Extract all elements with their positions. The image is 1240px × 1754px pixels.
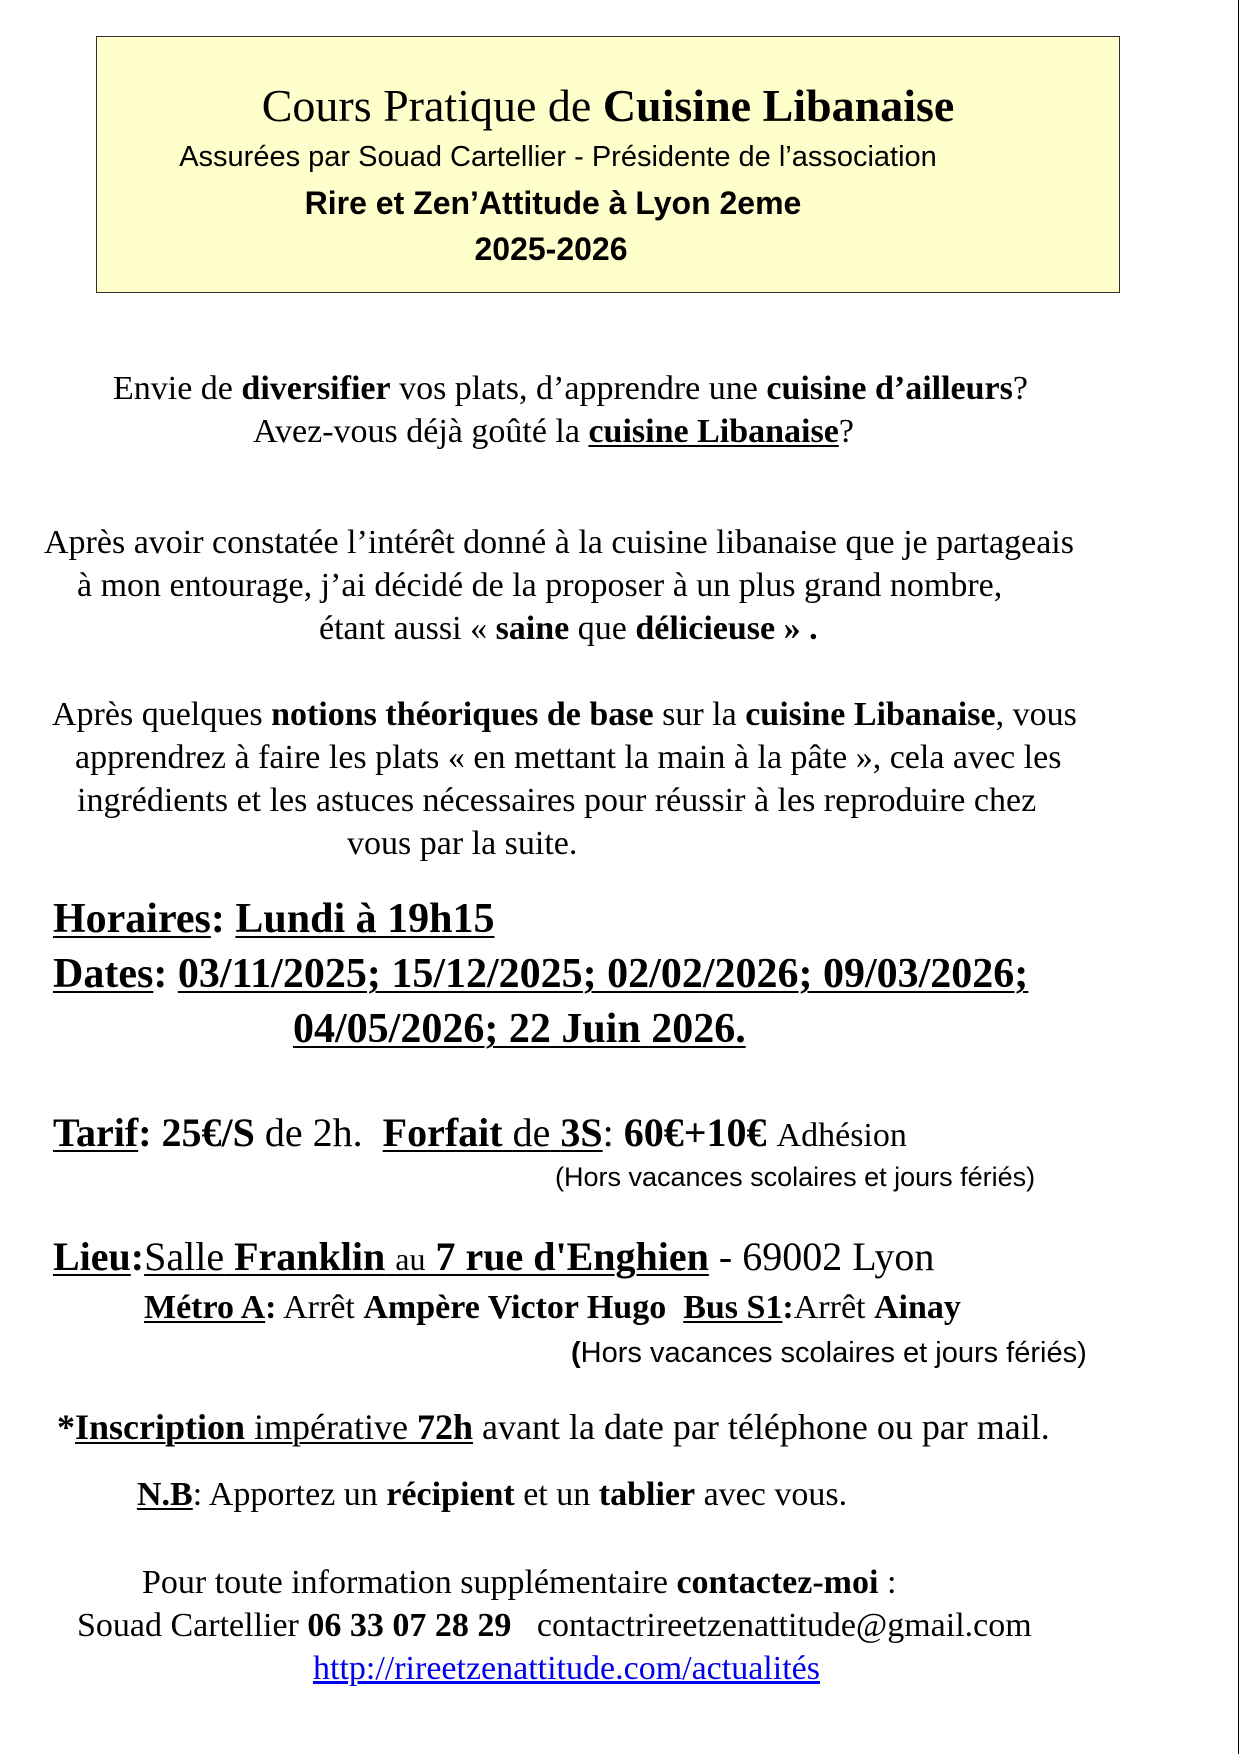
para2-line-2: apprendrez à faire les plats « en mettant la main à la pâte », cela avec les [75,739,1062,776]
page-border [1238,0,1239,1754]
website-link[interactable]: http://rireetzenattitude.com/actualités [313,1650,820,1687]
transport-line: Métro A: Arrêt Ampère Victor Hugo Bus S1:Arrêt Ainay [144,1289,961,1326]
intro-line-2: Avez-vous déjà goûté la cuisine Libanaise? [253,413,854,450]
association: Rire et Zen’Attitude à Lyon 2eme [304,185,802,221]
contact-line-2 [77,1607,1032,1645]
dates-line-1: Dates: 03/11/2025; 15/12/2025; 02/02/2026; 09/03/2026; [53,951,1029,997]
para1-line-1: Après avoir constatée l’intérêt donné à la cuisine libanaise que je partageais [44,524,1074,561]
nb-line: N.B: Apportez un récipient et un tablier avec vous. [137,1476,848,1513]
location-note: (Hors vacances scolaires et jours fériés) [571,1337,1087,1369]
lieu-line: Lieu:Salle Franklin au 7 rue d'Enghien - 69002 Lyon [53,1234,935,1279]
tarif-line: Tarif: 25€/S de 2h. Forfait de 3S: 60€+10€ Adhésion [53,1110,907,1155]
title-bold: Cuisine Libanaise [602,80,955,131]
page-title [97,79,1119,132]
dates-line-2: 04/05/2026; 22 Juin 2026. [293,1006,746,1052]
header-banner [96,36,1120,293]
intro-line-1: Envie de diversifier vos plats, d’apprendre une cuisine d’ailleurs? [113,370,1028,407]
contact-name: Souad Cartellier [77,1607,299,1644]
inscription-line: *Inscription impérative 72h avant la date par téléphone ou par mail. [57,1407,1050,1447]
para2-line-1: Après quelques notions théoriques de base sur la cuisine Libanaise, vous [52,696,1077,733]
tarif-note: (Hors vacances scolaires et jours fériés) [555,1162,1036,1192]
para2-line-4: vous par la suite. [347,825,578,862]
para1-line-3: étant aussi « saine que délicieuse » . [319,610,818,647]
title-prefix: Cours Pratique de [261,80,592,131]
horaires-line: Horaires: Lundi à 19h15 [53,896,495,942]
contact-line-1: Pour toute information supplémentaire contactez-moi : [142,1564,897,1601]
para1-line-2: à mon entourage, j’ai décidé de la proposer à un plus grand nombre, [77,567,1003,604]
contact-phone: 06 33 07 28 29 [307,1607,512,1644]
subtitle: Assurées par Souad Cartellier - Présidente de l’association [179,141,937,173]
para2-line-3: ingrédients et les astuces nécessaires pour réussir à les reproduire chez [77,782,1037,819]
season: 2025-2026 [474,231,628,267]
contact-email[interactable]: contactrireetzenattitude@gmail.com [536,1607,1032,1644]
